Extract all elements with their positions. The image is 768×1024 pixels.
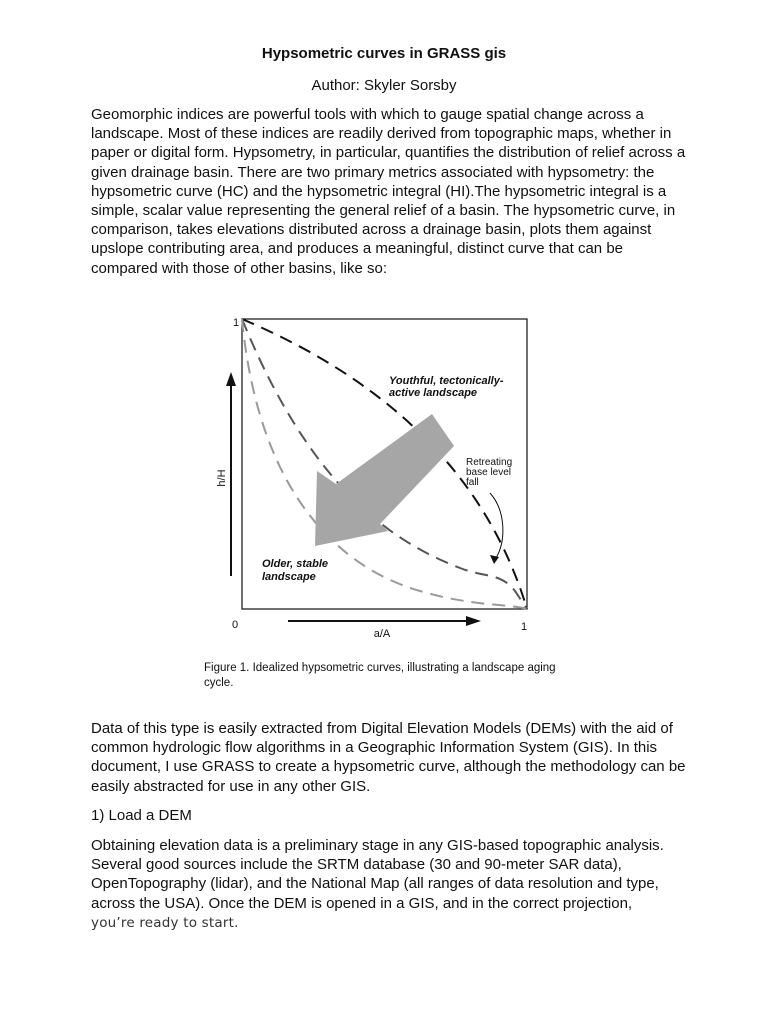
y-axis-top-tick: 1 <box>233 317 240 329</box>
youthful-label-line1: Youthful, tectonically- <box>389 375 504 387</box>
figure-caption: Figure 1. Idealized hypsometric curves, illustrating a landscape aging cycle. <box>204 662 556 689</box>
retreating-label-line2: base level <box>466 467 512 478</box>
x-axis-arrow-head <box>466 616 481 626</box>
y-axis-label: h/H <box>216 469 228 487</box>
x-axis-right-tick: 1 <box>521 621 528 633</box>
retreating-arrow-line <box>490 493 503 558</box>
intro-paragraph: Geomorphic indices are powerful tools with which to gauge spatial change across a landscape. Most of these indices are readily derived from topographic maps, whether in paper or digital form. Hypsometry, in particular, quantifies the distribution of relief across a given drainage basin. There are two primary metrics associated with hypsometry: the hypsometric curve (HC) and the hypsometric integral (HI).The hypsometric integral is a simple, scalar value representing the general relief of a basin. The hypsometric curve, in comparison, takes elevations distributed across a drainage basin, plots them against upslope contributing area, and produces a meaningful, distinct curve that can be compared with those of other basins, like so: <box>91 106 686 277</box>
section-heading: 1) Load a DEM <box>91 807 192 824</box>
x-axis-label: a/A <box>373 628 391 640</box>
retreating-label-line3: fall <box>466 477 479 488</box>
load-dem-paragraph <box>91 836 691 933</box>
dem-paragraph: Data of this type is easily extracted from Digital Elevation Models (DEMs) with the aid of common hydrologic flow algorithms in a Geographic Information System (GIS). In this document, I use GRASS to create a hypsometric curve, although the methodology can be easily abstracted for use in any other GIS. <box>91 720 686 795</box>
document-title: Hypsometric curves in GRASS gis <box>261 45 507 62</box>
load-dem-paragraph-text: Obtaining elevation data is a preliminary stage in any GIS-based topographic analysis. Several good sources include the SRTM database (30 and 90-meter SAR data), OpenTopography (lidar), and the National Map (all ranges of data resolution and type, across the USA). Once the DEM is opened in a GIS, and in the correct projection, <box>91 837 664 912</box>
retreating-arrow-head <box>490 555 499 564</box>
y-axis-arrow-head <box>226 372 236 386</box>
older-label-line2: landscape <box>262 571 316 583</box>
older-label-line1: Older, stable <box>262 558 329 570</box>
origin-tick: 0 <box>232 619 239 631</box>
load-dem-paragraph-tail: you’re ready to start. <box>91 914 239 931</box>
youthful-label-line2: active landscape <box>389 387 478 399</box>
document-author: Author: Skyler Sorsby <box>311 77 457 94</box>
hypsometric-figure <box>200 306 560 646</box>
retreating-label-line1: Retreating <box>466 457 513 468</box>
